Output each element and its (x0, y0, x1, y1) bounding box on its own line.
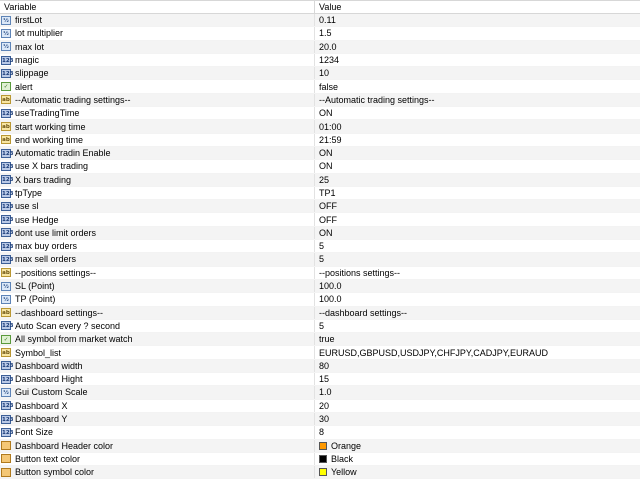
value-text: 8 (319, 427, 325, 438)
variable-name: Gui Custom Scale (15, 387, 88, 398)
double-icon: ½ (1, 295, 11, 304)
value-cell[interactable] (315, 54, 640, 66)
variable-cell (0, 120, 315, 132)
value-cell[interactable] (315, 307, 640, 319)
value-cell[interactable] (315, 14, 640, 26)
value-cell[interactable] (315, 453, 640, 465)
variable-cell (0, 320, 315, 332)
value-cell[interactable] (315, 107, 640, 119)
column-header-variable[interactable]: Variable (0, 1, 315, 13)
variable-name: X bars trading (15, 174, 72, 185)
table-row[interactable] (0, 54, 640, 67)
variable-name: useTradingTime (15, 108, 80, 119)
color-swatch (319, 468, 327, 476)
value-text: ON (319, 161, 333, 172)
table-row[interactable] (0, 280, 640, 293)
table-row[interactable] (0, 293, 640, 306)
variable-cell (0, 200, 315, 212)
variable-name: use Hedge (15, 214, 59, 225)
table-row[interactable] (0, 67, 640, 80)
variable-cell (0, 373, 315, 385)
variable-name: max buy orders (15, 241, 78, 252)
table-row[interactable] (0, 360, 640, 373)
value-text: ON (319, 148, 333, 159)
variable-name: Font Size (15, 427, 54, 438)
integer-icon: 123 (2, 363, 14, 370)
table-row[interactable] (0, 134, 640, 147)
variable-cell (0, 386, 315, 398)
string-icon: ab (2, 270, 10, 277)
table-row[interactable] (0, 333, 640, 346)
value-cell[interactable] (315, 426, 640, 438)
value-cell[interactable] (315, 253, 640, 265)
table-header (0, 1, 640, 14)
variable-name: Dashboard Header color (15, 440, 114, 451)
variable-name: Dashboard X (15, 400, 68, 411)
value-text: 20.0 (319, 41, 337, 52)
integer-icon: 123 (2, 256, 14, 263)
integer-icon: 123 (2, 230, 14, 237)
value-text: TP1 (319, 188, 336, 198)
variable-cell (0, 360, 315, 372)
value-text: --positions settings-- (319, 267, 401, 278)
value-cell[interactable] (315, 134, 640, 146)
color-swatch (319, 455, 327, 463)
string-icon: ab (2, 97, 10, 104)
value-cell[interactable] (315, 227, 640, 239)
table-row[interactable] (0, 160, 640, 173)
table-row[interactable] (0, 413, 640, 426)
variable-cell (0, 333, 315, 345)
integer-icon: 123 (2, 57, 14, 64)
string-icon: ab (2, 137, 10, 144)
variable-cell (0, 240, 315, 252)
value-cell[interactable] (315, 373, 640, 385)
table-row[interactable] (0, 453, 640, 466)
variable-cell (0, 54, 315, 66)
variable-name: TP (Point) (15, 294, 56, 305)
integer-icon: 123 (2, 70, 14, 77)
table-row[interactable] (0, 227, 640, 240)
value-text: 30 (319, 414, 330, 425)
table-row[interactable] (0, 27, 640, 40)
table-row[interactable] (0, 187, 640, 200)
variable-cell (0, 293, 315, 305)
value-text: 15 (319, 374, 330, 385)
integer-icon: 123 (2, 217, 14, 224)
value-cell[interactable] (315, 267, 640, 279)
value-text: Yellow (331, 467, 357, 478)
variable-name: --Automatic trading settings-- (15, 94, 131, 105)
table-row[interactable] (0, 80, 640, 93)
string-icon: ab (2, 310, 10, 317)
variable-name: Dashboard Hight (15, 374, 83, 385)
value-cell[interactable] (315, 360, 640, 372)
variable-cell (0, 107, 315, 119)
table-row[interactable] (0, 466, 640, 479)
value-text: OFF (319, 214, 337, 225)
variable-cell (0, 466, 315, 478)
value-text: 1.0 (319, 387, 332, 398)
table-row[interactable] (0, 400, 640, 413)
value-text: 10 (319, 68, 330, 79)
integer-icon: 123 (2, 429, 14, 436)
variable-cell (0, 27, 315, 39)
table-row[interactable] (0, 107, 640, 120)
variable-name: max lot (15, 41, 45, 52)
variable-name: --positions settings-- (15, 267, 97, 278)
variable-cell (0, 307, 315, 319)
integer-icon: 123 (2, 416, 14, 423)
variable-cell (0, 187, 315, 199)
value-cell[interactable] (315, 333, 640, 345)
variable-name: use sl (15, 201, 39, 212)
variable-name: lot multiplier (15, 28, 64, 39)
variable-cell (0, 267, 315, 279)
table-row[interactable] (0, 320, 640, 333)
color-swatch (319, 442, 327, 450)
value-cell[interactable] (315, 41, 640, 53)
value-text: 1.5 (319, 28, 332, 39)
value-cell[interactable] (315, 187, 640, 199)
value-text: 20 (319, 400, 330, 411)
variable-name: start working time (15, 121, 86, 132)
value-cell[interactable] (315, 200, 640, 212)
variable-name: end working time (15, 134, 84, 145)
value-cell[interactable] (315, 320, 640, 332)
table-row[interactable] (0, 386, 640, 399)
string-icon: ab (2, 350, 10, 357)
double-icon: ½ (1, 42, 11, 51)
table-body (0, 14, 640, 479)
value-cell[interactable] (315, 80, 640, 92)
value-text: false (319, 81, 339, 92)
integer-icon: 123 (2, 150, 14, 157)
column-header-value[interactable]: Value (319, 2, 342, 12)
value-cell[interactable] (315, 67, 640, 79)
value-cell[interactable] (315, 174, 640, 186)
table-row[interactable] (0, 253, 640, 266)
color-icon (1, 454, 11, 463)
table-row[interactable] (0, 120, 640, 133)
color-icon (1, 441, 11, 450)
table-row[interactable] (0, 94, 640, 107)
variable-name: Button text color (15, 453, 81, 464)
value-cell[interactable] (315, 346, 640, 358)
table-row[interactable] (0, 426, 640, 439)
value-text: EURUSD,GBPUSD,USDJPY,CHFJPY,CADJPY,EURAUD (319, 347, 549, 358)
integer-icon: 123 (2, 163, 14, 170)
variable-name: tpType (15, 188, 43, 198)
variable-cell (0, 134, 315, 146)
variable-cell (0, 280, 315, 292)
variable-cell (0, 253, 315, 265)
table-row[interactable] (0, 240, 640, 253)
double-icon: ½ (1, 29, 11, 38)
value-cell[interactable] (315, 27, 640, 39)
variable-name: dont use limit orders (15, 227, 97, 238)
integer-icon: 123 (2, 323, 14, 330)
variable-name: use X bars trading (15, 161, 89, 172)
integer-icon: 123 (2, 376, 14, 383)
value-text: --Automatic trading settings-- (319, 94, 435, 105)
value-cell[interactable] (315, 440, 640, 452)
string-icon: ab (2, 124, 10, 131)
table-row[interactable] (0, 373, 640, 386)
variable-cell (0, 80, 315, 92)
value-cell[interactable] (315, 466, 640, 478)
value-text: 5 (319, 241, 325, 252)
variable-name: Dashboard Y (15, 414, 68, 425)
variable-cell (0, 94, 315, 106)
variable-cell (0, 227, 315, 239)
table-row[interactable] (0, 200, 640, 213)
table-row[interactable] (0, 213, 640, 226)
value-text: Black (331, 453, 354, 464)
table-row[interactable] (0, 307, 640, 320)
value-text: --dashboard settings-- (319, 307, 408, 318)
variable-name: SL (Point) (15, 281, 55, 292)
value-text: 1234 (319, 55, 340, 66)
value-text: OFF (319, 201, 337, 212)
value-text: Orange (331, 440, 362, 451)
color-icon (1, 468, 11, 477)
variable-cell (0, 453, 315, 465)
variable-name: firstLot (15, 15, 43, 26)
value-text: 0.11 (319, 15, 336, 26)
value-text: 100.0 (319, 294, 342, 305)
table-row[interactable] (0, 174, 640, 187)
integer-icon: 123 (2, 203, 14, 210)
variable-name: All symbol from market watch (15, 334, 133, 345)
double-icon: ½ (1, 388, 11, 397)
table-row[interactable] (0, 346, 640, 359)
value-text: 01:00 (319, 121, 342, 132)
double-icon: ½ (1, 282, 11, 291)
variable-name: Dashboard width (15, 360, 83, 371)
value-cell[interactable] (315, 413, 640, 425)
variable-cell (0, 174, 315, 186)
variable-name: max sell orders (15, 254, 77, 265)
variable-cell (0, 160, 315, 172)
value-cell[interactable] (315, 147, 640, 159)
value-cell[interactable] (315, 240, 640, 252)
variable-cell (0, 440, 315, 452)
value-cell[interactable] (315, 293, 640, 305)
value-cell[interactable] (315, 120, 640, 132)
integer-icon: 123 (2, 110, 14, 117)
bool-icon: ✓ (1, 335, 11, 344)
integer-icon: 123 (2, 243, 14, 250)
value-text: 25 (319, 174, 330, 185)
value-text: 100.0 (319, 281, 342, 292)
variable-name: Automatic tradin Enable (15, 148, 111, 159)
value-text: 5 (319, 254, 325, 265)
variable-cell (0, 346, 315, 358)
integer-icon: 123 (2, 403, 14, 410)
value-cell[interactable] (315, 386, 640, 398)
value-text: 21:59 (319, 134, 342, 145)
table-row[interactable] (0, 14, 640, 27)
variable-cell (0, 67, 315, 79)
value-text: 5 (319, 320, 325, 331)
variable-name: --dashboard settings-- (15, 307, 104, 318)
table-row[interactable] (0, 147, 640, 160)
variable-cell (0, 413, 315, 425)
integer-icon: 123 (2, 177, 14, 184)
value-text: 80 (319, 360, 330, 371)
variable-name: slippage (15, 68, 49, 79)
double-icon: ½ (1, 16, 11, 25)
table-row[interactable] (0, 41, 640, 54)
value-text: ON (319, 108, 333, 119)
value-cell[interactable] (315, 280, 640, 292)
variable-name: magic (15, 55, 40, 66)
value-text: true (319, 334, 335, 345)
variable-cell (0, 400, 315, 412)
value-cell[interactable] (315, 213, 640, 225)
table-row[interactable] (0, 267, 640, 280)
value-text: ON (319, 227, 333, 238)
variable-cell (0, 147, 315, 159)
variable-cell (0, 213, 315, 225)
variable-name: alert (15, 81, 33, 92)
value-cell[interactable] (315, 94, 640, 106)
value-cell[interactable] (315, 160, 640, 172)
variable-cell (0, 14, 315, 26)
variable-name: Symbol_list (15, 347, 62, 358)
variable-cell (0, 41, 315, 53)
variable-name: Auto Scan every ? second (15, 320, 121, 331)
bool-icon: ✓ (1, 82, 11, 91)
value-cell[interactable] (315, 400, 640, 412)
variable-cell (0, 426, 315, 438)
variable-name: Button symbol color (15, 467, 95, 478)
integer-icon: 123 (2, 190, 14, 197)
table-row[interactable] (0, 440, 640, 453)
